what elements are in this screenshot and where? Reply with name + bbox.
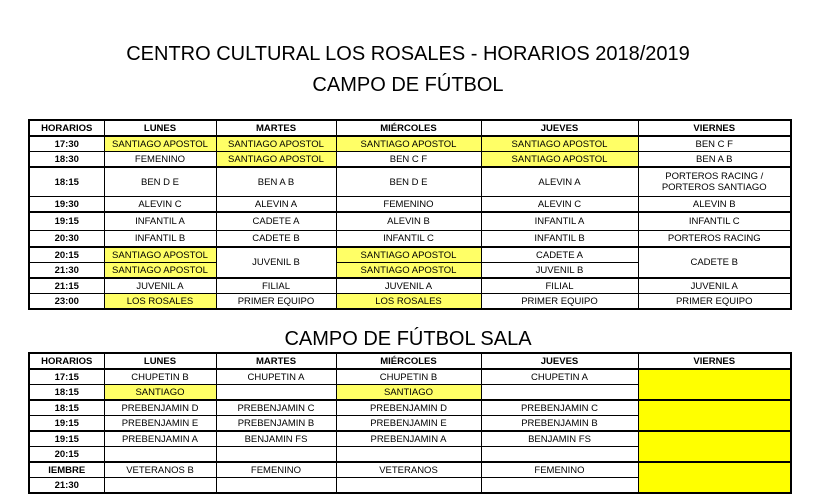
time-cell: 23:00 [29, 294, 104, 310]
schedule-cell: PREBENJAMIN E [336, 416, 481, 432]
schedule-cell: CHUPETIN A [216, 369, 336, 385]
schedule-cell: CHUPETIN B [104, 369, 216, 385]
schedule-cell: FILIAL [216, 278, 336, 294]
schedule-cell: SANTIAGO [336, 385, 481, 401]
table-row [29, 462, 791, 478]
schedule-cell: PORTEROS RACING [638, 231, 791, 248]
time-cell: IEMBRE [29, 462, 104, 478]
schedule-cell: JUVENIL A [638, 278, 791, 294]
schedule-cell: BEN C F [336, 152, 481, 168]
header-miercoles: MIÉRCOLES [336, 353, 481, 369]
futbol-schedule-table [28, 119, 792, 310]
schedule-cell: FEMENINO [481, 462, 638, 478]
schedule-cell: INFANTIL A [481, 212, 638, 231]
schedule-cell: PRIMER EQUIPO [481, 294, 638, 310]
schedule-cell: PORTEROS RACING / PORTEROS SANTIAGO [638, 167, 791, 197]
schedule-cell: BENJAMIN FS [481, 431, 638, 447]
schedule-cell-empty [638, 462, 791, 493]
schedule-cell: INFANTIL C [638, 212, 791, 231]
schedule-cell: PREBENJAMIN D [336, 400, 481, 416]
time-cell: 19:15 [29, 431, 104, 447]
schedule-cell: CHUPETIN B [336, 369, 481, 385]
header-row [29, 120, 791, 136]
time-cell: 17:15 [29, 369, 104, 385]
table-row [29, 136, 791, 152]
time-cell: 20:15 [29, 247, 104, 263]
section-title-sala: CAMPO DE FÚTBOL SALA [284, 328, 532, 350]
schedule-cell: JUVENIL A [336, 278, 481, 294]
schedule-cell-empty [638, 431, 791, 462]
header-miercoles: MIÉRCOLES [336, 120, 481, 136]
schedule-cell: PREBENJAMIN E [104, 416, 216, 432]
schedule-cell: INFANTIL C [336, 231, 481, 248]
schedule-cell: PREBENJAMIN A [336, 431, 481, 447]
schedule-cell-empty [104, 478, 216, 494]
sala-schedule-table [28, 352, 792, 494]
table-row [29, 294, 791, 310]
table-row [29, 152, 791, 168]
schedule-cell: VETERANOS [336, 462, 481, 478]
schedule-cell: SANTIAGO APOSTOL [336, 263, 481, 279]
schedule-cell: PREBENJAMIN C [216, 400, 336, 416]
schedule-cell: ALEVIN C [104, 197, 216, 213]
header-lunes: LUNES [104, 353, 216, 369]
table-row [29, 167, 791, 197]
schedule-cell: PREBENJAMIN B [216, 416, 336, 432]
time-cell: 20:15 [29, 447, 104, 463]
schedule-cell-empty [104, 447, 216, 463]
header-jueves: JUEVES [481, 120, 638, 136]
schedule-cell: FEMENINO [336, 197, 481, 213]
header-viernes: VIERNES [638, 120, 791, 136]
schedule-cell-empty [481, 478, 638, 494]
schedule-cell: LOS ROSALES [336, 294, 481, 310]
schedule-cell: SANTIAGO APOSTOL [216, 152, 336, 168]
schedule-cell: CHUPETIN A [481, 369, 638, 385]
schedule-cell-empty [216, 447, 336, 463]
schedule-cell: PRIMER EQUIPO [216, 294, 336, 310]
header-row [29, 353, 791, 369]
schedule-cell: SANTIAGO APOSTOL [336, 247, 481, 263]
time-cell: 21:15 [29, 278, 104, 294]
header-horarios: HORARIOS [29, 120, 104, 136]
header-martes: MARTES [216, 353, 336, 369]
schedule-cell: BEN A B [216, 167, 336, 197]
table-row [29, 247, 791, 263]
schedule-cell: ALEVIN B [336, 212, 481, 231]
schedule-cell: SANTIAGO APOSTOL [104, 263, 216, 279]
time-cell: 19:15 [29, 212, 104, 231]
schedule-cell-empty [336, 447, 481, 463]
page-title: CENTRO CULTURAL LOS ROSALES - HORARIOS 2018/2019 [126, 43, 690, 65]
schedule-cell: SANTIAGO [104, 385, 216, 401]
schedule-cell: INFANTIL A [104, 212, 216, 231]
time-cell: 21:30 [29, 478, 104, 494]
schedule-cell: PREBENJAMIN D [104, 400, 216, 416]
table-row [29, 212, 791, 231]
schedule-cell-empty [638, 369, 791, 400]
header-viernes: VIERNES [638, 353, 791, 369]
schedule-cell: CADETE A [481, 247, 638, 263]
time-cell: 18:15 [29, 400, 104, 416]
schedule-cell: INFANTIL B [481, 231, 638, 248]
schedule-cell: FEMENINO [216, 462, 336, 478]
time-cell: 18:15 [29, 167, 104, 197]
schedule-cell-empty [638, 400, 791, 431]
time-cell: 21:30 [29, 263, 104, 279]
schedule-cell: ALEVIN C [481, 197, 638, 213]
schedule-cell: FILIAL [481, 278, 638, 294]
section-title-futbol: CAMPO DE FÚTBOL [312, 74, 504, 96]
schedule-cell-empty [216, 385, 336, 401]
schedule-cell: CADETE B [638, 247, 791, 278]
table-row [29, 278, 791, 294]
schedule-cell: BEN D E [104, 167, 216, 197]
schedule-cell: ALEVIN B [638, 197, 791, 213]
table-row [29, 369, 791, 385]
schedule-cell: BEN C F [638, 136, 791, 152]
schedule-cell: ALEVIN A [216, 197, 336, 213]
schedule-cell-empty [481, 385, 638, 401]
table-row [29, 197, 791, 213]
time-cell: 20:30 [29, 231, 104, 248]
schedule-cell: VETERANOS B [104, 462, 216, 478]
schedule-cell: PREBENJAMIN C [481, 400, 638, 416]
schedule-cell: SANTIAGO APOSTOL [481, 152, 638, 168]
schedule-cell: BEN A B [638, 152, 791, 168]
time-cell: 19:15 [29, 416, 104, 432]
table-row [29, 431, 791, 447]
table-row [29, 231, 791, 248]
schedule-cell-empty [336, 478, 481, 494]
schedule-cell: JUVENIL A [104, 278, 216, 294]
schedule-cell: ALEVIN A [481, 167, 638, 197]
schedule-cell: SANTIAGO APOSTOL [104, 136, 216, 152]
schedule-cell: JUVENIL B [216, 247, 336, 278]
time-cell: 19:30 [29, 197, 104, 213]
schedule-cell: SANTIAGO APOSTOL [336, 136, 481, 152]
schedule-cell: LOS ROSALES [104, 294, 216, 310]
schedule-cell: JUVENIL B [481, 263, 638, 279]
header-horarios: HORARIOS [29, 353, 104, 369]
schedule-cell: SANTIAGO APOSTOL [481, 136, 638, 152]
schedule-cell: SANTIAGO APOSTOL [216, 136, 336, 152]
schedule-cell: INFANTIL B [104, 231, 216, 248]
schedule-cell: CADETE A [216, 212, 336, 231]
table-row [29, 400, 791, 416]
schedule-cell: CADETE B [216, 231, 336, 248]
time-cell: 18:30 [29, 152, 104, 168]
schedule-cell: FEMENINO [104, 152, 216, 168]
schedule-cell: PREBENJAMIN A [104, 431, 216, 447]
header-jueves: JUEVES [481, 353, 638, 369]
schedule-cell-empty [216, 478, 336, 494]
header-martes: MARTES [216, 120, 336, 136]
schedule-cell-empty [481, 447, 638, 463]
time-cell: 18:15 [29, 385, 104, 401]
schedule-cell: PREBENJAMIN B [481, 416, 638, 432]
schedule-cell: BENJAMIN FS [216, 431, 336, 447]
schedule-cell: BEN D E [336, 167, 481, 197]
schedule-cell: PRIMER EQUIPO [638, 294, 791, 310]
header-lunes: LUNES [104, 120, 216, 136]
schedule-cell: SANTIAGO APOSTOL [104, 247, 216, 263]
time-cell: 17:30 [29, 136, 104, 152]
